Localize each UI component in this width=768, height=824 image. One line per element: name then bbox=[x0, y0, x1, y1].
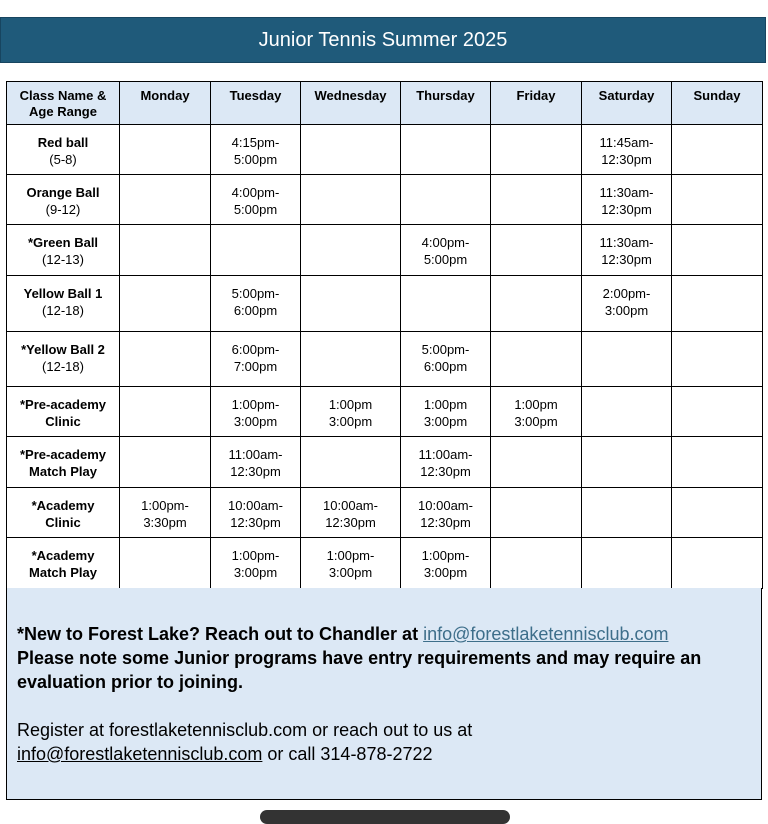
time-cell-tuesday bbox=[211, 125, 301, 175]
time-line: 12:30pm bbox=[601, 152, 652, 167]
schedule-body bbox=[7, 125, 763, 589]
time-line: 1:00pm- bbox=[231, 548, 280, 563]
table-row bbox=[7, 538, 763, 589]
time-line: 6:00pm bbox=[423, 359, 468, 374]
time-line: 5:00pm bbox=[423, 252, 468, 267]
class-age-range: (5-8) bbox=[49, 152, 77, 167]
class-name-cell bbox=[7, 225, 120, 276]
class-age-range: (12-13) bbox=[42, 252, 84, 267]
time-cell-thursday bbox=[401, 276, 491, 332]
time-line: 12:30pm bbox=[420, 464, 471, 479]
class-age-range: Match Play bbox=[29, 464, 97, 479]
class-name-cell bbox=[7, 538, 120, 589]
time-cell-friday bbox=[491, 488, 582, 538]
table-row bbox=[7, 437, 763, 488]
time-cell-monday bbox=[120, 538, 211, 589]
header-saturday: Saturday bbox=[582, 82, 672, 125]
table-row bbox=[7, 488, 763, 538]
class-name: *Yellow Ball 2 bbox=[21, 342, 105, 357]
info-panel bbox=[6, 588, 762, 800]
new-member-text: *New to Forest Lake? Reach out to Chandler at bbox=[17, 624, 424, 644]
header-thursday: Thursday bbox=[401, 82, 491, 125]
class-age-range: Clinic bbox=[45, 414, 81, 429]
time-line: 3:00pm bbox=[233, 565, 278, 580]
page-title: Junior Tennis Summer 2025 bbox=[258, 28, 508, 51]
time-line: 2:00pm- bbox=[602, 286, 651, 301]
new-member-notice bbox=[17, 622, 751, 646]
time-cell-monday bbox=[120, 125, 211, 175]
register-email-link[interactable]: info@forestlaketennisclub.com bbox=[17, 744, 263, 764]
time-cell-friday bbox=[491, 276, 582, 332]
header-friday: Friday bbox=[491, 82, 582, 125]
time-cell-saturday bbox=[582, 437, 672, 488]
time-cell-friday bbox=[491, 387, 582, 437]
register-text: Register at forestlaketennisclub.com or reach out to us at bbox=[17, 720, 473, 740]
time-line: 6:00pm bbox=[233, 303, 278, 318]
class-name: *Green Ball bbox=[27, 235, 99, 250]
time-cell-tuesday bbox=[211, 488, 301, 538]
class-name-cell bbox=[7, 276, 120, 332]
register-notice bbox=[17, 718, 751, 766]
time-cell-thursday bbox=[401, 332, 491, 387]
page-title-banner bbox=[0, 17, 766, 63]
time-cell-monday bbox=[120, 332, 211, 387]
time-line: 3:00pm bbox=[604, 303, 649, 318]
time-cell-wednesday bbox=[301, 125, 401, 175]
time-cell-thursday bbox=[401, 175, 491, 225]
time-cell-saturday bbox=[582, 488, 672, 538]
time-cell-wednesday bbox=[301, 387, 401, 437]
time-cell-friday bbox=[491, 538, 582, 589]
time-line: 1:00pm bbox=[423, 397, 468, 412]
time-line: 1:00pm- bbox=[141, 498, 189, 513]
time-cell-monday bbox=[120, 175, 211, 225]
time-cell-friday bbox=[491, 125, 582, 175]
time-line: 6:00pm- bbox=[231, 342, 280, 357]
class-name: Orange Ball bbox=[26, 185, 100, 200]
time-line: 5:00pm- bbox=[421, 342, 470, 357]
time-cell-tuesday bbox=[211, 538, 301, 589]
time-line: 1:00pm bbox=[328, 397, 373, 412]
time-cell-friday bbox=[491, 332, 582, 387]
class-name-cell bbox=[7, 437, 120, 488]
time-cell-wednesday bbox=[301, 276, 401, 332]
time-line: 11:30am- bbox=[599, 235, 654, 250]
time-line: 3:00pm bbox=[233, 414, 278, 429]
time-line: 10:00am- bbox=[418, 498, 473, 513]
time-line: 10:00am- bbox=[323, 498, 378, 513]
time-cell-wednesday bbox=[301, 225, 401, 276]
class-name-cell bbox=[7, 125, 120, 175]
time-cell-sunday bbox=[672, 332, 763, 387]
time-cell-thursday bbox=[401, 538, 491, 589]
class-name: Yellow Ball 1 bbox=[23, 286, 103, 301]
class-age-range: (12-18) bbox=[42, 303, 84, 318]
time-line: 12:30pm bbox=[420, 515, 471, 530]
table-row bbox=[7, 387, 763, 437]
time-cell-thursday bbox=[401, 225, 491, 276]
class-name-cell bbox=[7, 488, 120, 538]
time-line: 1:00pm bbox=[514, 397, 558, 412]
time-cell-saturday bbox=[582, 175, 672, 225]
time-cell-sunday bbox=[672, 437, 763, 488]
time-cell-wednesday bbox=[301, 175, 401, 225]
time-cell-tuesday bbox=[211, 332, 301, 387]
table-row bbox=[7, 225, 763, 276]
class-name-cell bbox=[7, 387, 120, 437]
time-cell-sunday bbox=[672, 387, 763, 437]
header-wednesday: Wednesday bbox=[301, 82, 401, 125]
time-cell-friday bbox=[491, 225, 582, 276]
time-cell-sunday bbox=[672, 488, 763, 538]
class-name-cell bbox=[7, 332, 120, 387]
table-row bbox=[7, 125, 763, 175]
time-cell-tuesday bbox=[211, 276, 301, 332]
time-cell-friday bbox=[491, 437, 582, 488]
time-cell-thursday bbox=[401, 387, 491, 437]
time-cell-monday bbox=[120, 387, 211, 437]
time-cell-tuesday bbox=[211, 225, 301, 276]
time-cell-monday bbox=[120, 225, 211, 276]
time-cell-tuesday bbox=[211, 387, 301, 437]
schedule-table bbox=[6, 81, 763, 589]
time-cell-tuesday bbox=[211, 175, 301, 225]
time-line: 12:30pm bbox=[601, 202, 652, 217]
table-header-row bbox=[7, 82, 763, 125]
time-cell-friday bbox=[491, 175, 582, 225]
time-cell-saturday bbox=[582, 387, 672, 437]
requirements-notice: Please note some Junior programs have entry requirements and may require an evaluation prior to joining. bbox=[17, 648, 702, 692]
time-cell-sunday bbox=[672, 125, 763, 175]
time-cell-sunday bbox=[672, 225, 763, 276]
time-line: 1:00pm- bbox=[421, 548, 470, 563]
home-indicator bbox=[260, 810, 510, 824]
time-line: 4:15pm- bbox=[231, 135, 280, 150]
header-sunday: Sunday bbox=[672, 82, 763, 125]
time-cell-saturday bbox=[582, 538, 672, 589]
time-line: 12:30pm bbox=[230, 515, 281, 530]
header-tuesday: Tuesday bbox=[211, 82, 301, 125]
time-line: 11:00am- bbox=[418, 447, 473, 462]
time-cell-sunday bbox=[672, 538, 763, 589]
time-cell-sunday bbox=[672, 175, 763, 225]
time-line: 3:00pm bbox=[423, 414, 468, 429]
time-cell-sunday bbox=[672, 276, 763, 332]
table-row bbox=[7, 332, 763, 387]
time-line: 1:00pm- bbox=[231, 397, 280, 412]
time-cell-tuesday bbox=[211, 437, 301, 488]
chandler-email-link[interactable]: info@forestlaketennisclub.com bbox=[423, 624, 669, 644]
time-line: 11:00am- bbox=[228, 447, 283, 462]
class-age-range: Clinic bbox=[45, 515, 81, 530]
time-line: 10:00am- bbox=[228, 498, 283, 513]
time-line: 5:00pm bbox=[233, 202, 278, 217]
class-name: *Academy bbox=[31, 498, 95, 513]
class-name: *Pre-academy bbox=[20, 397, 106, 412]
time-cell-wednesday bbox=[301, 538, 401, 589]
time-cell-monday bbox=[120, 437, 211, 488]
time-cell-wednesday bbox=[301, 332, 401, 387]
time-line: 3:00pm bbox=[328, 414, 373, 429]
time-line: 3:00pm bbox=[423, 565, 468, 580]
time-line: 12:30pm bbox=[325, 515, 376, 530]
time-cell-wednesday bbox=[301, 488, 401, 538]
time-line: 11:45am- bbox=[599, 135, 654, 150]
time-cell-thursday bbox=[401, 125, 491, 175]
class-age-range: Match Play bbox=[29, 565, 97, 580]
time-cell-wednesday bbox=[301, 437, 401, 488]
time-line: 3:30pm bbox=[143, 515, 187, 530]
time-cell-saturday bbox=[582, 225, 672, 276]
time-cell-thursday bbox=[401, 488, 491, 538]
register-phone-text: or call 314-878-2722 bbox=[262, 744, 433, 764]
time-line: 4:00pm- bbox=[231, 185, 280, 200]
time-cell-saturday bbox=[582, 332, 672, 387]
time-line: 7:00pm bbox=[233, 359, 278, 374]
header-monday: Monday bbox=[120, 82, 211, 125]
time-line: 4:00pm- bbox=[421, 235, 470, 250]
time-line: 12:30pm bbox=[230, 464, 281, 479]
time-cell-thursday bbox=[401, 437, 491, 488]
header-class-name: Class Name & Age Range bbox=[7, 82, 120, 125]
time-line: 3:00pm bbox=[514, 414, 558, 429]
time-cell-monday bbox=[120, 488, 211, 538]
time-cell-saturday bbox=[582, 276, 672, 332]
table-row bbox=[7, 276, 763, 332]
table-row bbox=[7, 175, 763, 225]
time-line: 5:00pm bbox=[233, 152, 278, 167]
time-line: 12:30pm bbox=[601, 252, 652, 267]
class-name: Red ball bbox=[37, 135, 89, 150]
class-age-range: (12-18) bbox=[42, 359, 84, 374]
class-age-range: (9-12) bbox=[45, 202, 81, 217]
class-name: *Academy bbox=[31, 548, 95, 563]
time-line: 11:30am- bbox=[599, 185, 654, 200]
time-line: 1:00pm- bbox=[326, 548, 375, 563]
time-line: 5:00pm- bbox=[231, 286, 280, 301]
time-line: 3:00pm bbox=[328, 565, 373, 580]
time-cell-saturday bbox=[582, 125, 672, 175]
time-cell-monday bbox=[120, 276, 211, 332]
class-name: *Pre-academy bbox=[20, 447, 106, 462]
class-name-cell bbox=[7, 175, 120, 225]
